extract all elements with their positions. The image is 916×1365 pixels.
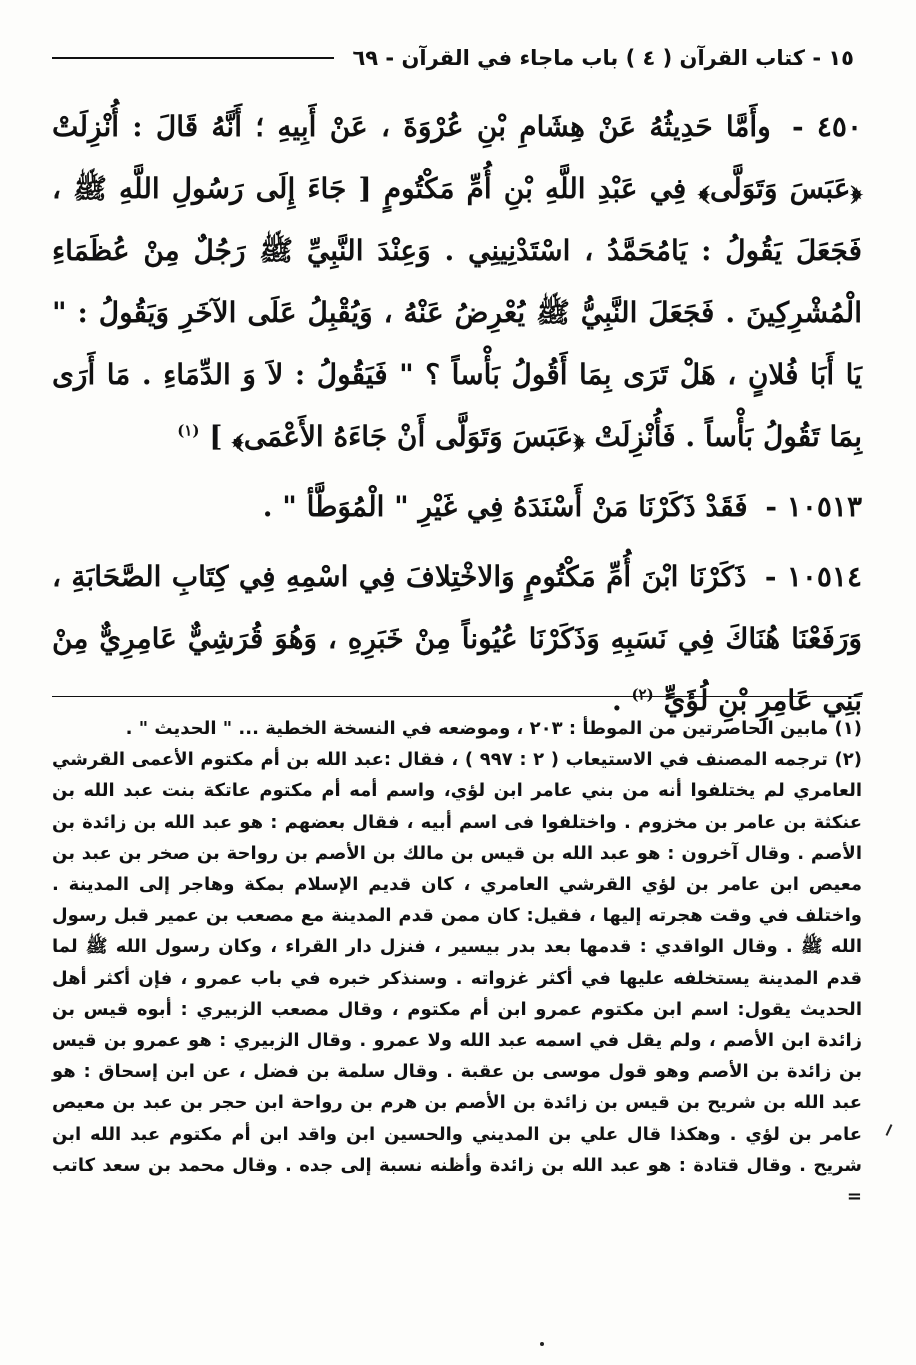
paragraph-10514 (52, 546, 862, 732)
footnote-text: ترجمه المصنف في الاستيعاب ( ٢ : ٩٩٧ ) ، فقال :عبد الله بن أم مكتوم الأعمى القرشي العامري لم يختلفوا أنه من بني عامر ابن لؤي، واسم أمه أم مكتوم عاتكة بنت عبد الله بن عنكثة بن عامر بن مخزوم . واختلفوا فى اسم أبيه ، فقال بعضهم : هو عبد الله بن زائدة بن الأصم . وقال آخرون : هو عبد الله بن قيس بن مالك بن الأصم بن رواحة بن صخر بن عبد بن معيص ابن عامر بن لؤي القرشي العامري ، كان قديم الإسلام بمكة وهاجر إلى المدينة . واختلف في وقت هجرته إليها ، فقيل: كان ممن قدم المدينة مع مصعب بن عمير قبل رسول الله ﷺ . وقال الواقدي : قدمها بعد بدر بيسير ، فنزل دار القراء ، وكان رسول الله ﷺ لما قدم المدينة يستخلفه عليها في أكثر غزواته . وسنذكر خبره في باب عمرو ، فإن أكثر أهل الحديث يقول: اسم ابن مكتوم عمرو ابن أم مكتوم ، وقال مصعب الزبيري : أبوه قيس بن زائدة ابن الأصم ، ولم يقل في اسمه عبد الله ولا عمرو . وقال الزبيري : هو عمرو بن قيس بن زائدة بن الأصم وهو قول موسى بن عقبة . وقال سلمة بن فضل ، عن ابن إسحاق : هو عبد الله بن شريح بن قيس بن زائدة بن الأصم بن هرم بن رواحة ابن حجر بن عبد بن معيص عامر بن لؤي . وهكذا قال علي بن المديني والحسين ابن واقد ابن أم مكتوم عبد الله ابن شريح . وقال قتادة : هو عبد الله بن زائدة وأظنه نسبة إلى جده . وقال محمد بن سعد كاتب = (52, 749, 862, 1208)
footnote-ref: (١) (177, 421, 200, 440)
main-text (52, 96, 862, 732)
paragraph-450 (52, 96, 862, 468)
scan-mark (886, 1124, 893, 1136)
paragraph-text: وأَمَّا حَدِيثُهُ عَنْ هِشَامِ بْنِ عُرْوَةَ ، عَنْ أَبِيهِ ؛ أَنَّهُ قَالَ : أُنْزِلَتْ ﴿عَبَسَ وَتَوَلَّى﴾ فِي عَبْدِ اللَّهِ بْنِ أُمِّ مَكْتُومٍ [ جَاءَ إِلَى رَسُولِ اللَّهِ ﷺ ، فَجَعَلَ يَقُولُ : يَامُحَمَّدُ ، اسْتَدْنِينِي . وَعِنْدَ النَّبِيِّ ﷺ رَجُلٌ مِنْ عُظَمَاءِ الْمُشْرِكِينَ . فَجَعَلَ النَّبِيُّ ﷺ يُعْرِضُ عَنْهُ ، وَيُقْبِلُ عَلَى الآخَرِ وَيَقُولُ : " يَا أَبَا فُلانٍ ، هَلْ تَرَى بِمَا أَقُولُ بَأْساً ؟ " فَيَقُولُ : لاَ وَ الدِّمَاءِ . مَا أَرَى بِمَا تَقُولُ بَأْساً . فَأُنْزِلَتْ ﴿عَبَسَ وَتَوَلَّى أَنْ جَاءَهُ الأَعْمَى﴾ ] (52, 110, 862, 453)
footnote-marker: (١) (834, 718, 862, 739)
header-rule (52, 57, 334, 59)
paragraph-number: ١٠٥١٤ - (764, 560, 863, 593)
footnote-ref: (٢) (631, 685, 654, 704)
footnote (52, 713, 862, 744)
footnote-text: مابين الحاصرتين من الموطأ : ٢٠٣ ، وموضعه في النسخة الخطية ... " الحديث " . (125, 718, 829, 739)
header-text: ١٥ - كتاب القرآن ( ٤ ) باب ماجاء في القرآن - ٦٩ (352, 46, 854, 70)
footnote-marker: (٢) (834, 749, 862, 771)
paragraph-tail: . (611, 684, 632, 717)
footnote-separator (52, 696, 862, 697)
footnotes (52, 713, 862, 1212)
paragraph-number: ٤٥٠ - (792, 110, 863, 143)
paragraph-text: ذَكَرْنَا ابْنَ أُمِّ مَكْتُومٍ وَالاخْتِلافَ فِي اسْمِهِ فِي كِتَابِ الصَّحَابَةِ ، وَرَفَعْنَا هُنَاكَ فِي نَسَبِهِ وَذَكَرْنَا عُيُوناً مِنْ خَبَرِهِ ، وَهُوَ قُرَشِيٌّ عَامِرِيٌّ مِنْ بَنِي عَامِرِ بْنِ لُؤَيٍّ (52, 560, 862, 717)
paragraph-10513 (52, 476, 862, 538)
paragraph-number: ١٠٥١٣ - (765, 490, 862, 523)
footnote (52, 744, 862, 1212)
scan-dot (540, 1342, 544, 1346)
running-header (52, 40, 854, 76)
paragraph-text: فَقَدْ ذَكَرْنَا مَنْ أَسْنَدَهُ فِي غَيْرِ " الْمُوَطَّأ " . (262, 490, 748, 523)
